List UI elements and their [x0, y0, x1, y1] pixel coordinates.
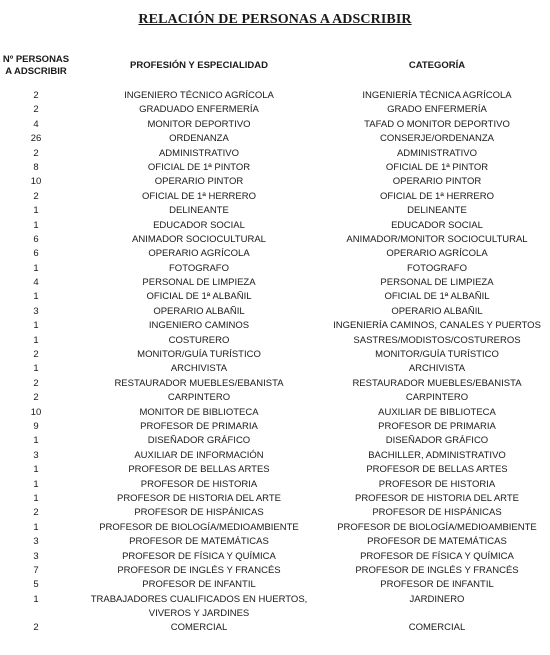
cell-count: 2: [33, 349, 39, 361]
cell-profession: OPERARIO PINTOR: [154, 176, 244, 188]
cell-category: OFICIAL DE 1ª HERRERO: [379, 190, 495, 202]
cell-category: PROFESOR DE BELLAS ARTES: [366, 464, 508, 476]
table-row: [0, 161, 550, 175]
table-row: [0, 391, 550, 405]
cell-category: PROFESOR DE INGLÉS Y FRANCÉS: [355, 564, 519, 576]
cell-count: 1: [33, 219, 39, 231]
cell-category: OPERARIO AGRÍCOLA: [386, 248, 488, 260]
cell-profession: COSTURERO: [168, 334, 230, 346]
cell-count: 1: [33, 478, 39, 490]
cell-category: EDUCADOR SOCIAL: [391, 219, 483, 231]
table-row: [0, 290, 550, 304]
cell-count: 2: [33, 377, 39, 389]
table-row: [0, 506, 550, 520]
cell-category: PROFESOR DE HISTORIA: [378, 478, 496, 490]
cell-category: AUXILIAR DE BIBLIOTECA: [378, 406, 496, 418]
cell-count: 2: [33, 622, 39, 634]
cell-profession: PROFESOR DE BELLAS ARTES: [128, 464, 270, 476]
cell-profession: PROFESOR DE MATEMÁTICAS: [129, 536, 269, 548]
table-row: [0, 319, 550, 333]
cell-category: DISEÑADOR GRÁFICO: [385, 435, 489, 447]
cell-count: 2: [33, 392, 39, 404]
cell-profession: PROFESOR DE BIOLOGÍA/MEDIOAMBIENTE: [99, 521, 299, 533]
cell-profession: TRABAJADORES CUALIFICADOS EN HUERTOS, VIVEROS Y JARDINES: [90, 593, 308, 620]
table-row: [0, 233, 550, 247]
table-row: [0, 175, 550, 189]
cell-profession: PROFESOR DE HISTORIA: [140, 478, 258, 490]
cell-category: INGENIERÍA TÉCNICA AGRÍCOLA: [362, 90, 512, 101]
cell-category: COMERCIAL: [408, 622, 466, 634]
table-row: [0, 262, 550, 276]
cell-count: 10: [30, 406, 42, 418]
cell-count: 6: [33, 248, 39, 260]
table-row: [0, 521, 550, 535]
table-row: [0, 564, 550, 578]
cell-category: PROFESOR DE PRIMARIA: [378, 420, 496, 432]
cell-category: CARPINTERO: [405, 392, 469, 404]
cell-profession: OPERARIO ALBAÑIL: [153, 305, 245, 317]
cell-profession: EDUCADOR SOCIAL: [153, 219, 245, 231]
cell-profession: PROFESOR DE FÍSICA Y QUÍMICA: [122, 550, 276, 562]
table-row: [0, 535, 550, 549]
table-row: [0, 305, 550, 319]
table-row: [0, 478, 550, 492]
table-row: [0, 492, 550, 506]
cell-count: 3: [33, 449, 39, 461]
cell-count: 1: [33, 291, 39, 303]
cell-count: 2: [33, 190, 39, 202]
table-row: [0, 406, 550, 420]
table-row: [0, 334, 550, 348]
table-row: [0, 147, 550, 161]
header-category: CATEGORÍA: [408, 60, 466, 71]
cell-category: MONITOR/GUÍA TURÍSTICO: [375, 349, 499, 361]
cell-profession: ARCHIVISTA: [170, 363, 228, 375]
cell-category: PROFESOR DE FÍSICA Y QUÍMICA: [360, 550, 514, 562]
cell-count: 2: [33, 104, 39, 116]
cell-count: 9: [33, 420, 39, 432]
table-row: [0, 578, 550, 592]
cell-category: PROFESOR DE HISTORIA DEL ARTE: [354, 492, 519, 504]
header-profession: PROFESIÓN Y ESPECIALIDAD: [130, 60, 268, 71]
cell-category: ARCHIVISTA: [408, 363, 466, 375]
cell-count: 1: [33, 593, 39, 605]
table-row: [0, 449, 550, 463]
cell-category: PROFESOR DE INFANTIL: [380, 579, 494, 591]
table-row: [0, 621, 550, 635]
cell-count: 26: [30, 133, 42, 145]
cell-count: 4: [33, 118, 39, 130]
cell-profession: OFICIAL DE 1ª ALBAÑIL: [146, 291, 252, 303]
cell-profession: MONITOR DEPORTIVO: [147, 118, 251, 130]
cell-category: INGENIERÍA CAMINOS, CANALES Y PUERTOS: [333, 320, 541, 332]
cell-count: 1: [33, 521, 39, 533]
cell-count: 1: [33, 363, 39, 375]
cell-category: OPERARIO ALBAÑIL: [391, 305, 483, 317]
cell-category: DELINEANTE: [407, 205, 467, 217]
cell-count: 6: [33, 233, 39, 245]
document-title: RELACIÓN DE PERSONAS A ADSCRIBIR: [138, 12, 412, 27]
cell-profession: ORDENANZA: [169, 133, 229, 145]
cell-count: 1: [33, 334, 39, 346]
table-row: [0, 463, 550, 477]
cell-profession: MONITOR DE BIBLIOTECA: [139, 406, 259, 418]
table-row: [0, 348, 550, 362]
table-row: [0, 377, 550, 391]
cell-profession: GRADUADO ENFERMERÍA: [139, 104, 259, 116]
table-row: [0, 247, 550, 261]
cell-count: 5: [33, 579, 39, 591]
table-row: [0, 219, 550, 233]
cell-count: 8: [33, 161, 39, 173]
cell-profession: FOTOGRAFO: [169, 262, 229, 274]
cell-profession: OPERARIO AGRÍCOLA: [148, 248, 250, 260]
table-row: [0, 103, 550, 117]
cell-profession: ADMINISTRATIVO: [158, 147, 240, 159]
cell-category: OFICIAL DE 1ª PINTOR: [385, 161, 489, 173]
cell-count: 4: [33, 277, 39, 289]
cell-profession: PROFESOR DE INFANTIL: [142, 579, 256, 591]
cell-category: PERSONAL DE LIMPIEZA: [380, 277, 494, 289]
cell-profession: INGENIERO CAMINOS: [148, 320, 250, 332]
table-row: [0, 276, 550, 290]
cell-count: 1: [33, 464, 39, 476]
cell-count: 3: [33, 536, 39, 548]
cell-category: CONSERJE/ORDENANZA: [379, 133, 494, 145]
cell-profession: PROFESOR DE HISPÁNICAS: [134, 507, 264, 519]
header-count-line1: Nº PERSONAS: [2, 54, 70, 65]
cell-profession: INGENIERO TÉCNICO AGRÍCOLA: [124, 90, 274, 101]
cell-count: 3: [33, 550, 39, 562]
table-row: [0, 204, 550, 218]
cell-profession: PROFESOR DE PRIMARIA: [140, 420, 258, 432]
cell-count: 1: [33, 435, 39, 447]
header-count: [0, 54, 72, 78]
cell-profession: PROFESOR DE HISTORIA DEL ARTE: [116, 492, 281, 504]
cell-category: PROFESOR DE BIOLOGÍA/MEDIOAMBIENTE: [337, 521, 537, 533]
cell-profession: MONITOR/GUÍA TURÍSTICO: [137, 349, 261, 361]
table-row: [0, 190, 550, 204]
table-row: [0, 550, 550, 564]
cell-category: GRADO ENFERMERÍA: [387, 104, 487, 116]
cell-count: 1: [33, 492, 39, 504]
cell-count: 3: [33, 305, 39, 317]
table-row: [0, 132, 550, 146]
cell-count: 2: [33, 147, 39, 159]
cell-profession: DELINEANTE: [169, 205, 229, 217]
table-row: [0, 362, 550, 376]
cell-profession: OFICIAL DE 1ª HERRERO: [141, 190, 257, 202]
cell-count: 10: [30, 176, 42, 188]
cell-count: 7: [33, 564, 39, 576]
cell-profession: CARPINTERO: [167, 392, 231, 404]
cell-profession: AUXILIAR DE INFORMACIÓN: [134, 449, 264, 461]
cell-category: SASTRES/MODISTOS/COSTUREROS: [353, 334, 521, 346]
cell-profession: PERSONAL DE LIMPIEZA: [142, 277, 256, 289]
cell-category: ADMINISTRATIVO: [396, 147, 478, 159]
cell-count: 1: [33, 320, 39, 332]
cell-category: PROFESOR DE HISPÁNICAS: [372, 507, 502, 519]
cell-category: TAFAD O MONITOR DEPORTIVO: [364, 118, 510, 130]
cell-category: PROFESOR DE MATEMÁTICAS: [367, 536, 507, 548]
table-row: [0, 420, 550, 434]
cell-category: BACHILLER, ADMINISTRATIVO: [368, 449, 506, 461]
cell-category: OFICIAL DE 1ª ALBAÑIL: [384, 291, 490, 303]
cell-category: OPERARIO PINTOR: [392, 176, 482, 188]
cell-category: RESTAURADOR MUEBLES/EBANISTA: [352, 377, 522, 389]
cell-count: 2: [33, 507, 39, 519]
table-body: [0, 89, 550, 636]
header-count-line2: A ADSCRIBIR: [5, 66, 67, 77]
cell-category: JARDINERO: [409, 593, 465, 605]
cell-count: 1: [33, 205, 39, 217]
cell-profession: DISEÑADOR GRÁFICO: [147, 435, 251, 447]
table-row: [0, 593, 550, 622]
cell-profession: COMERCIAL: [170, 622, 228, 634]
cell-category: ANIMADOR/MONITOR SOCIOCULTURAL: [346, 233, 528, 245]
table-row: [0, 434, 550, 448]
cell-category: FOTOGRAFO: [407, 262, 467, 274]
table-row: [0, 89, 550, 103]
cell-count: 2: [33, 90, 39, 101]
cell-count: 1: [33, 262, 39, 274]
table-row: [0, 118, 550, 132]
cell-profession: PROFESOR DE INGLÉS Y FRANCÉS: [117, 564, 281, 576]
cell-profession: OFICIAL DE 1ª PINTOR: [147, 161, 251, 173]
cell-profession: RESTAURADOR MUEBLES/EBANISTA: [114, 377, 284, 389]
table-header: [0, 54, 550, 90]
cell-profession: ANIMADOR SOCIOCULTURAL: [132, 233, 266, 245]
